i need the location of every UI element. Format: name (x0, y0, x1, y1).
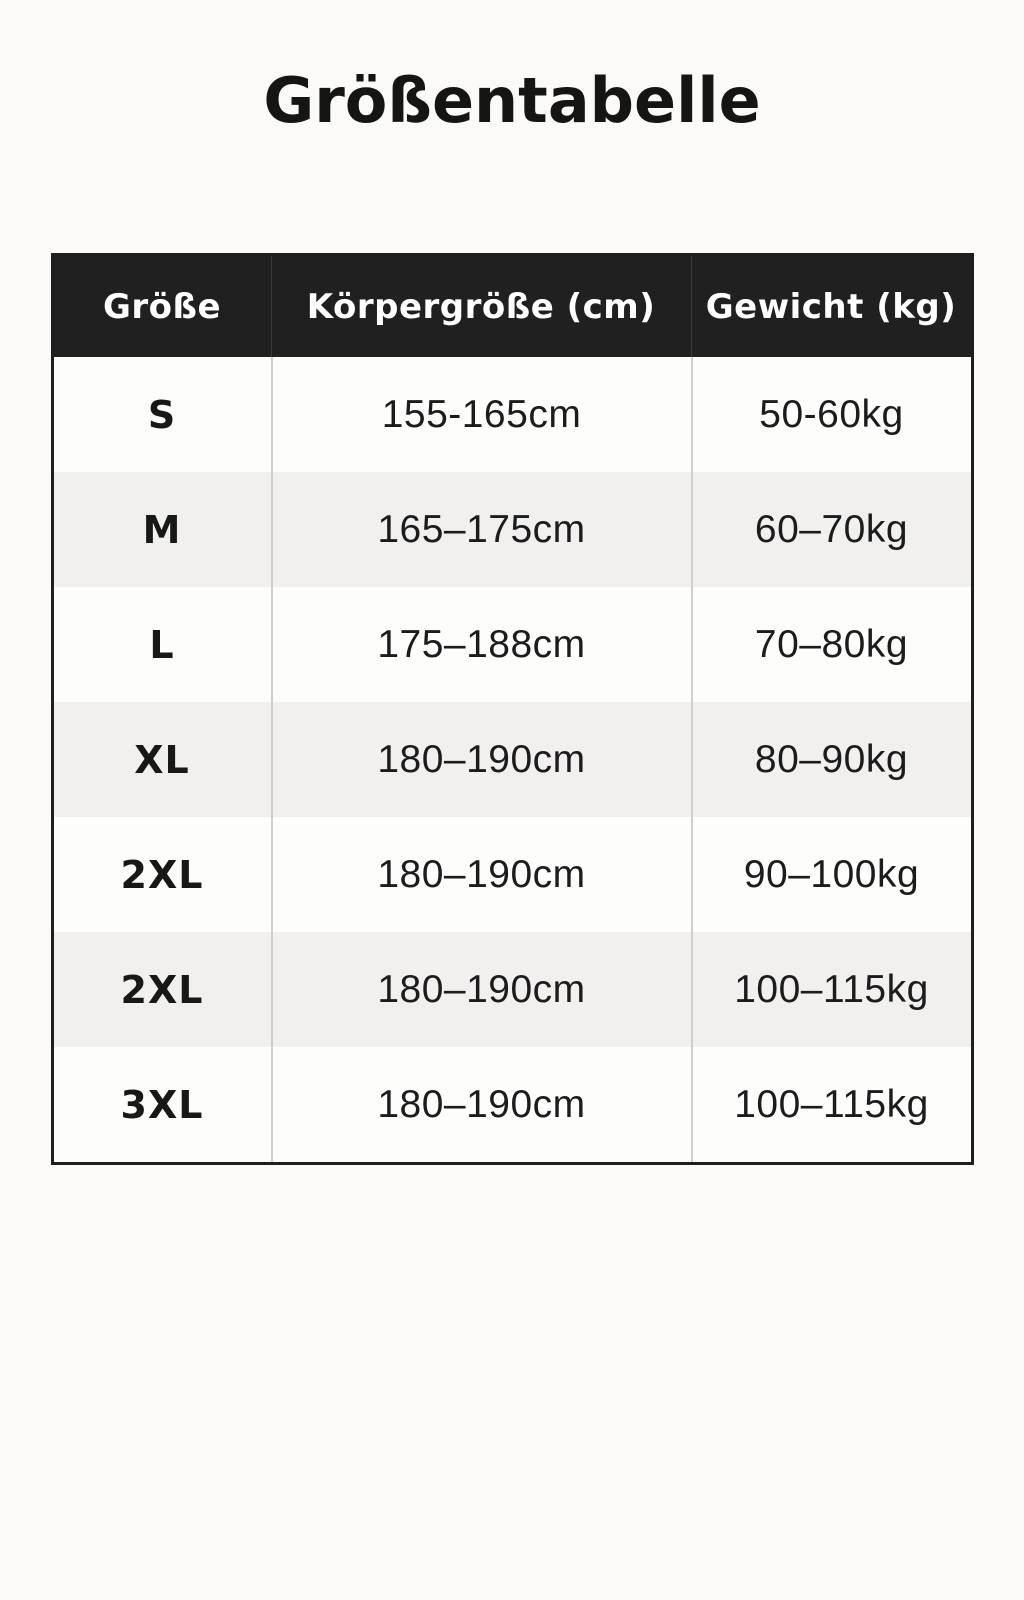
size-cell: M (142, 507, 182, 552)
size-table (51, 253, 974, 1165)
size-cell: S (147, 392, 177, 437)
height-cell: 180–190cm (271, 1047, 691, 1162)
page-title: Größentabelle (263, 64, 761, 137)
table-row (54, 702, 971, 817)
column-header-height: Körpergröße (cm) (271, 256, 691, 357)
size-cell: 2XL (120, 967, 204, 1012)
table-row (54, 587, 971, 702)
weight-cell: 100–115kg (691, 1047, 971, 1162)
size-cell: 3XL (120, 1082, 204, 1127)
height-cell: 175–188cm (271, 587, 691, 702)
height-cell: 155-165cm (271, 357, 691, 472)
weight-cell: 50-60kg (691, 357, 971, 472)
height-cell: 165–175cm (271, 472, 691, 587)
weight-cell: 70–80kg (691, 587, 971, 702)
weight-cell: 80–90kg (691, 702, 971, 817)
table-row (54, 472, 971, 587)
size-chart-page (0, 64, 1024, 1165)
size-table-body (54, 357, 971, 1162)
column-header-size: Größe (102, 286, 222, 327)
table-row (54, 1047, 971, 1162)
height-cell: 180–190cm (271, 817, 691, 932)
size-cell: 2XL (120, 852, 204, 897)
height-cell: 180–190cm (271, 702, 691, 817)
size-table-header-row (54, 256, 971, 357)
weight-cell: 60–70kg (691, 472, 971, 587)
size-cell: L (149, 622, 175, 667)
weight-cell: 90–100kg (691, 817, 971, 932)
weight-cell: 100–115kg (691, 932, 971, 1047)
size-cell: XL (134, 737, 190, 782)
column-header-weight: Gewicht (kg) (691, 256, 971, 357)
table-row (54, 357, 971, 472)
table-row (54, 932, 971, 1047)
height-cell: 180–190cm (271, 932, 691, 1047)
table-row (54, 817, 971, 932)
